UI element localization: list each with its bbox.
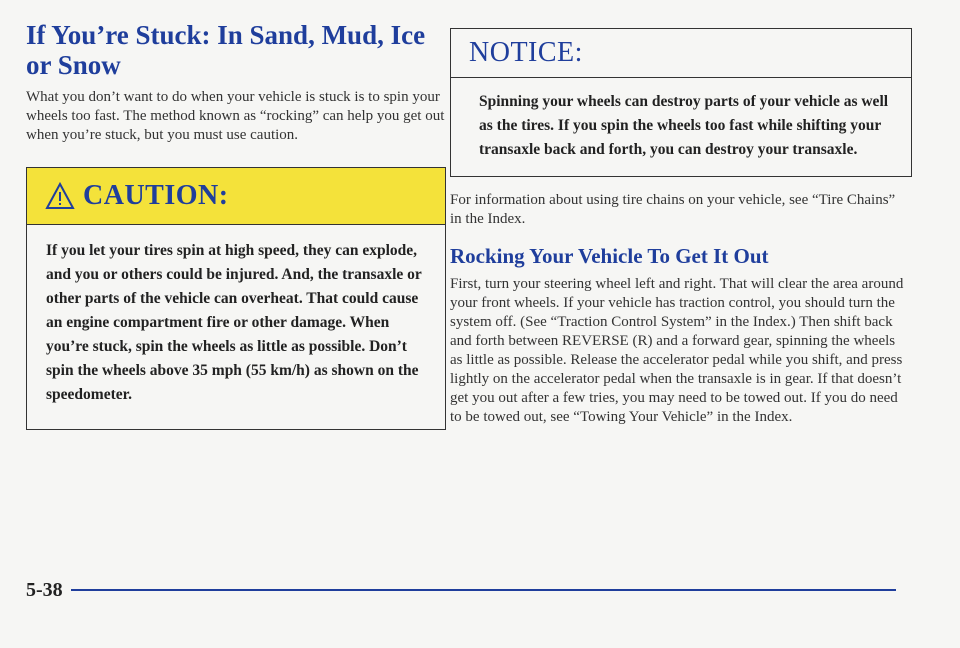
intro-paragraph: What you don’t want to do when your vehicle is stuck is to spin your wheels too fast. The method known as “rocking” can help you get out when you’re stuck, but you must use caution. <box>26 89 445 143</box>
tire-chains-paragraph: For information about using tire chains on your vehicle, see “Tire Chains” in the Index. <box>450 192 896 227</box>
footer-rule <box>71 589 896 591</box>
notice-title: NOTICE: <box>469 37 583 68</box>
left-column <box>26 20 446 430</box>
page-number: 5-38 <box>26 578 63 601</box>
caution-header <box>27 168 445 225</box>
caution-text: If you let your tires spin at high speed, they can explode, and you or others could be injured. And, the transaxle or other parts of the vehicle can overheat. That could cause an engine compartment fire or other damage. When you’re stuck, spin the wheels as little as possible. Don’t spin the wheels above 35 mph (55 km/h) as shown on the speedometer. <box>46 242 422 403</box>
rocking-paragraph: First, turn your steering wheel left and right. That will clear the area around your front wheels. If your vehicle has traction control, you should turn the system off. (See “Traction Control System” in the Index.) Then shift back and forth between REVERSE (R) and a forward gear, spinning the wheels as little as possible. Release the accelerator pedal while you shift, and press lightly on the accelerator pedal when the transaxle is in gear. If that doesn’t get you out after a few tries, you may need to be towed out. If you do need to be towed out, see “Towing Your Vehicle” in the Index. <box>450 276 904 425</box>
warning-triangle-icon <box>45 182 75 210</box>
notice-text: Spinning your wheels can destroy parts of your vehicle as well as the tires. If you spin the wheels too fast while shifting your transaxle back and forth, you can destroy your transaxle. <box>479 93 889 158</box>
right-column <box>450 28 910 427</box>
page-heading: If You’re Stuck: In Sand, Mud, Ice or Snow <box>26 20 426 80</box>
rocking-subheading: Rocking Your Vehicle To Get It Out <box>450 244 769 268</box>
notice-header <box>451 29 911 78</box>
page-footer <box>26 575 896 605</box>
caution-box <box>26 167 446 430</box>
caution-title: CAUTION: <box>83 180 229 211</box>
notice-box <box>450 28 912 177</box>
